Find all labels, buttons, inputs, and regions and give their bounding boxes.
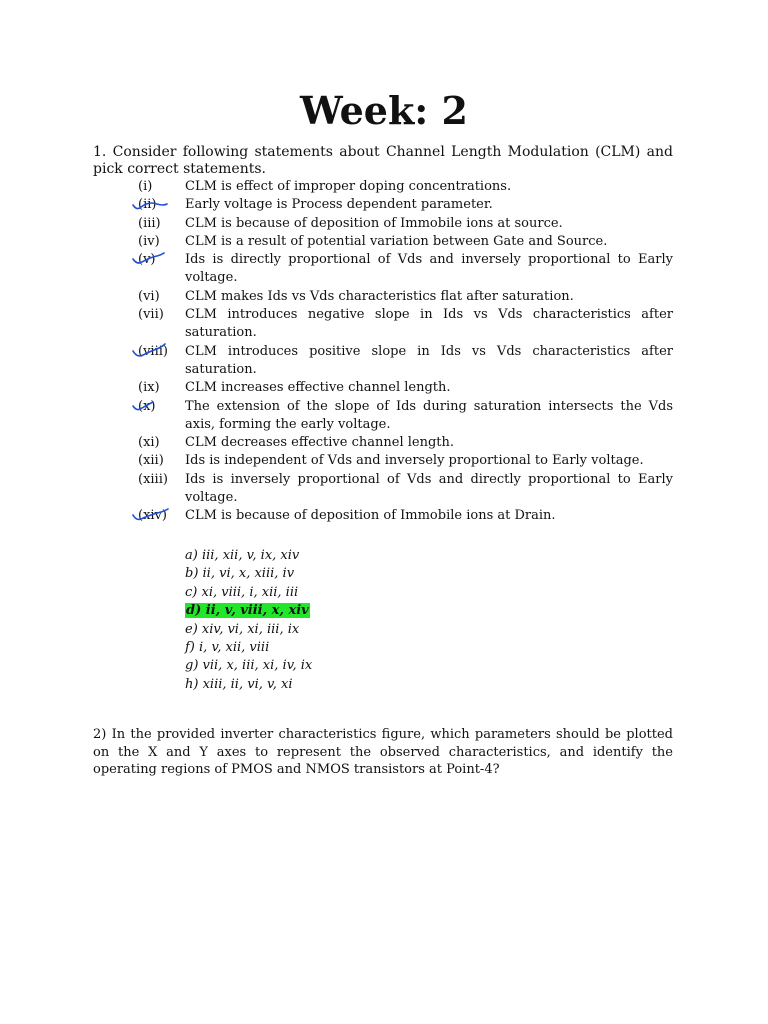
statement-number: (iv) [138,233,160,249]
question-2-prompt: 2) In the provided inverter characteristics figure, which parameters should be plotted on the X and Y axes to represent the observed characteristics, and identify the operating regions of PMOS and NMOS transistors at Point-4? [93,727,673,777]
statement-number: (ix) [138,380,160,396]
statement-item [93,215,673,233]
statement-text: CLM is a result of potential variation between Gate and Source. [185,233,608,249]
answer-option-f: f) i, v, xii, viii [185,640,270,656]
statement-list [93,178,673,526]
statement-item [93,251,673,288]
statement-number: (xi) [138,435,160,451]
statement-text: CLM is because of deposition of Immobile ions at source. [185,215,563,231]
statement-item [93,507,673,525]
statement-number: (x) [93,398,185,416]
answer-option-e: e) xiv, vi, xi, iii, ix [185,621,300,637]
page-title: Week: 2 [300,88,468,133]
answer-option-d-highlighted: d) ii, v, viii, x, xiv [186,603,309,619]
statement-number: (xiii) [138,471,168,487]
answer-options [185,547,312,694]
statement-text: CLM is effect of improper doping concentrations. [185,179,512,194]
statement-item [93,288,673,306]
handwritten-tick-icon [131,399,171,415]
statement-text: CLM introduces positive slope in Ids vs Vds characteristics after saturation. [185,343,673,377]
statement-text: Ids is directly proportional of Vds and inversely proportional to Early voltage. [185,252,673,286]
statement-item [93,178,673,196]
statement-number: (viii) [93,343,185,361]
answer-option-h: h) xiii, ii, vi, v, xi [185,676,293,692]
question-1-prompt: 1. Consider following statements about Channel Length Modulation (CLM) and pick correct statements. [93,144,673,177]
answer-option-b: b) ii, vi, x, xiii, iv [185,566,295,582]
statement-item [93,233,673,251]
statement-item [93,471,673,508]
answer-option-g: g) vii, x, iii, xi, iv, ix [185,658,313,674]
statement-number: (xiv) [93,507,185,525]
statement-text: CLM increases effective channel length. [185,380,451,396]
statement-item [93,306,673,343]
answer-option-a: a) iii, xii, v, ix, xiv [185,548,300,563]
statement-text: The extension of the slope of Ids during saturation intersects the Vds axis, forming the early voltage. [185,398,673,432]
statement-item [93,196,673,214]
handwritten-tick-icon [131,252,171,268]
statement-item [93,452,673,470]
statement-text: CLM introduces negative slope in Ids vs Vds characteristics after saturation. [185,307,673,341]
handwritten-tick-icon [131,508,171,524]
statement-number: (iii) [138,215,161,231]
statement-item [93,343,673,380]
statement-number: (v) [93,251,185,269]
statement-number: (xii) [138,453,164,469]
statement-text: CLM decreases effective channel length. [185,435,455,451]
statement-item [93,379,673,397]
statement-text: Early voltage is Process dependent parameter. [185,197,493,213]
statement-text: CLM makes Ids vs Vds characteristics flat after saturation. [185,288,574,304]
statement-number: (vi) [138,288,160,304]
statement-item [93,398,673,435]
statement-text: CLM is because of deposition of Immobile ions at Drain. [185,508,556,524]
statement-number: (i) [138,179,153,194]
answer-option-c: c) xi, viii, i, xii, iii [185,584,299,600]
statement-item [93,434,673,452]
statement-number: (vii) [138,307,164,323]
handwritten-tick-icon [131,197,171,213]
statement-text: Ids is independent of Vds and inversely proportional to Early voltage. [185,453,644,469]
handwritten-tick-icon [131,344,171,360]
statement-number: (ii) [93,196,185,214]
statement-text: Ids is inversely proportional of Vds and directly proportional to Early voltage. [185,471,673,506]
